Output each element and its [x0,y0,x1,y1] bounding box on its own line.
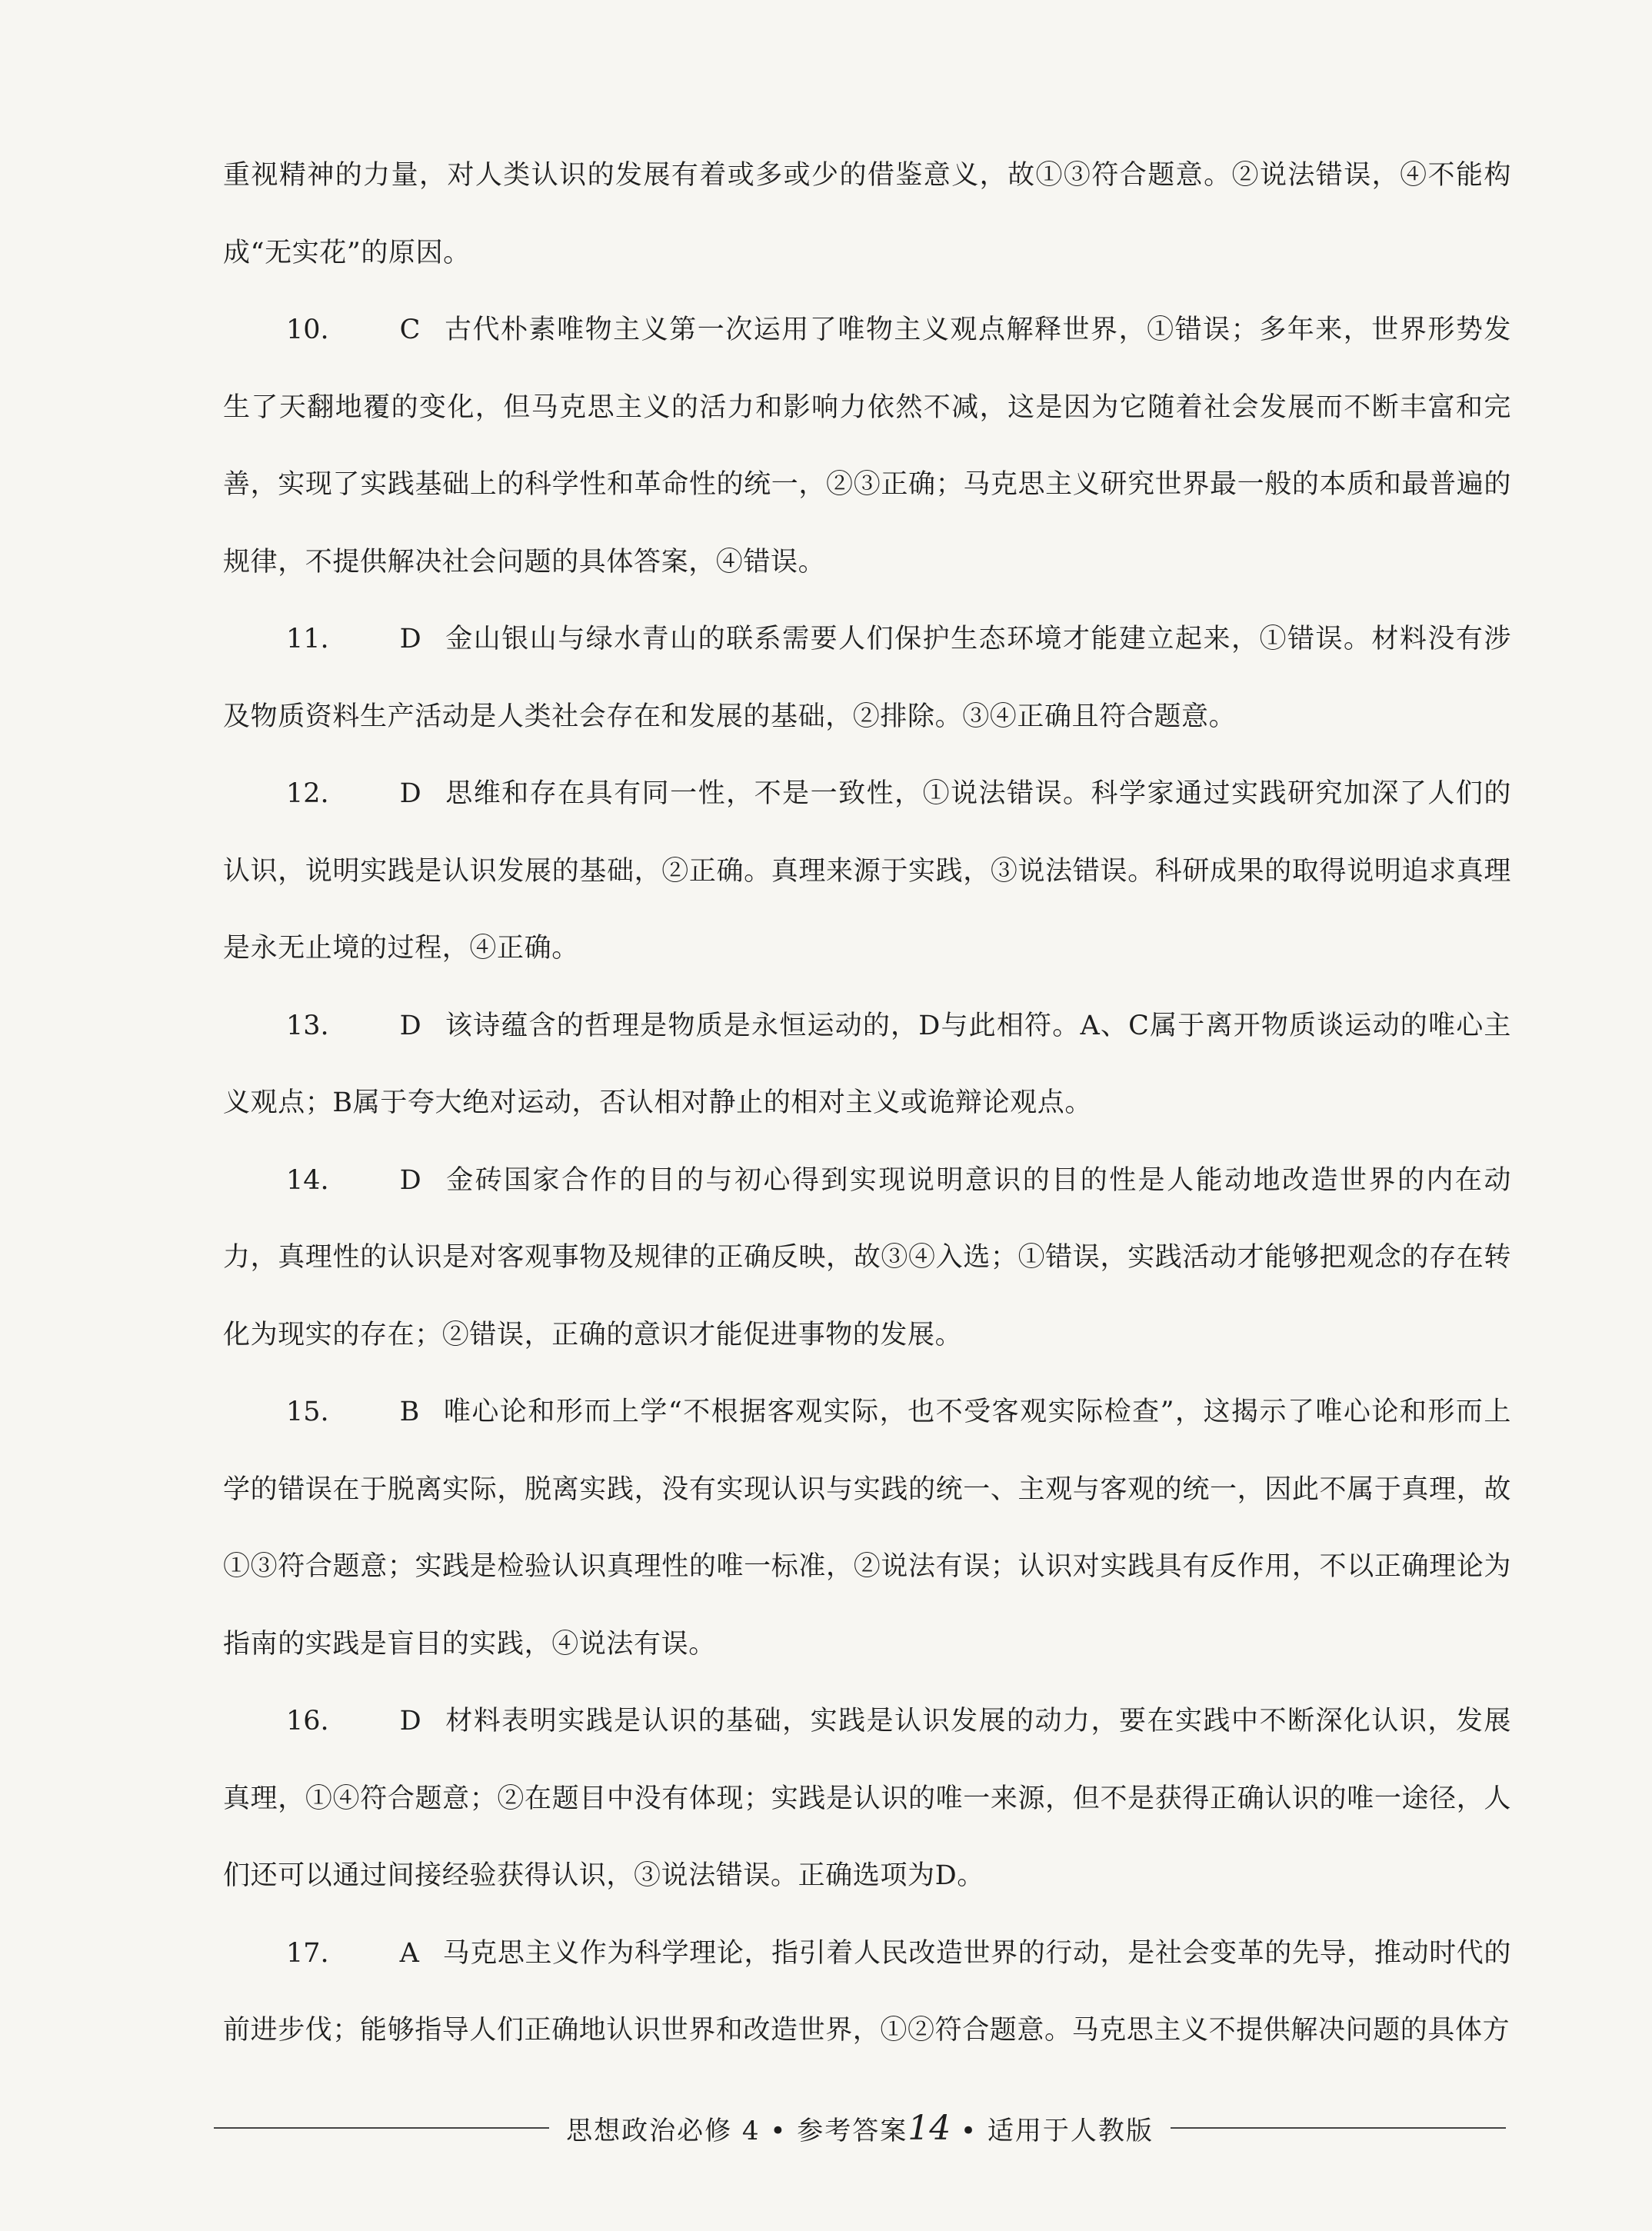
answer-explanation: 该诗蕴含的哲理是物质是永恒运动的，D与此相符。A、C属于离开物质谈运动的唯心主义观点；B属于夸大绝对运动，否认相对静止的相对主义或诡辩论观点。 [223,1010,1511,1118]
answer-choice: D [399,778,422,809]
answer-item [223,755,1511,987]
page-footer [214,2105,1506,2151]
answer-item [223,1915,1511,2070]
answer-number: 15. [286,1397,329,1427]
footer-rule-right [1171,2127,1506,2129]
answer-number: 10. [286,315,329,345]
answer-item [223,291,1511,601]
footer-book-title: 思想政治必修 4 • 参考答案 [566,2115,908,2146]
answer-explanation: 古代朴素唯物主义第一次运用了唯物主义观点解释世界，①错误；多年来，世界形势发生了天翻地覆的变化，但马克思主义的活力和影响力依然不减，这是因为它随着社会发展而不断丰富和完善，实现了实践基础上的科学性和革命性的统一，②③正确；马克思主义研究世界最一般的本质和最普遍的规律，不提供解决社会问题的具体答案，④错误。 [223,315,1511,578]
footer-label [549,2109,1171,2148]
answer-explanation: 重视精神的力量，对人类认识的发展有着或多或少的借鉴意义，故①③符合题意。②说法错误，④不能构成“无实花”的原因。 [223,160,1511,268]
answer-number: 12. [286,778,329,809]
answer-choice: B [399,1397,420,1427]
answer-item [223,987,1511,1142]
answer-content [223,137,1511,2070]
answer-explanation: 唯心论和形而上学“不根据客观实际，也不受客观实际检查”，这揭示了唯心论和形而上学的错误在于脱离实际，脱离实践，没有实现认识与实践的统一、主观与客观的统一，因此不属于真理，故①③符合题意；实践是检验认识真理性的唯一标准，②说法有误；认识对实践具有反作用，不以正确理论为指南的实践是盲目的实践，④说法有误。 [223,1397,1511,1660]
answer-item [223,601,1511,755]
answer-item [223,1683,1511,1915]
answer-number: 17. [286,1937,329,1969]
answer-explanation: 金砖国家合作的目的与初心得到实现说明意识的目的性是人能动地改造世界的内在动力，真理性的认识是对客观事物及规律的正确反映，故③④入选；①错误，实践活动才能够把观念的存在转化为现实的存在；②错误，正确的意识才能促进事物的发展。 [223,1164,1511,1350]
answer-number: 16. [286,1706,329,1737]
footer-page-number: 14 [908,2108,951,2148]
footer-rule-left [214,2127,549,2129]
answer-explanation: 思维和存在具有同一性，不是一致性，①说法错误。科学家通过实践研究加深了人们的认识，说明实践是认识发展的基础，②正确。真理来源于实践，③说法错误。科研成果的取得说明追求真理是永无止境的过程，④正确。 [223,778,1511,964]
answer-number: 13. [286,1010,329,1041]
answer-explanation: 材料表明实践是认识的基础，实践是认识发展的动力，要在实践中不断深化认识，发展真理，①④符合题意；②在题目中没有体现；实践是认识的唯一来源，但不是获得正确认识的唯一途径，人们还可以通过间接经验获得认识，③说法错误。正确选项为D。 [223,1706,1511,1891]
answer-item [223,1142,1511,1374]
answer-choice: D [399,624,422,654]
answer-item [223,1374,1511,1683]
footer-edition: • 适用于人教版 [961,2115,1154,2146]
answer-explanation: 金山银山与绿水青山的联系需要人们保护生态环境才能建立起来，①错误。材料没有涉及物质资料生产活动是人类社会存在和发展的基础，②排除。③④正确且符合题意。 [223,624,1511,732]
answer-number: 14. [286,1164,329,1196]
answer-choice: D [399,1010,422,1041]
answer-choice: D [399,1164,422,1196]
answer-number: 11. [286,624,329,654]
answer-choice: A [399,1937,420,1969]
answer-choice: D [399,1706,422,1737]
answer-choice: C [399,315,421,345]
answer-explanation: 马克思主义作为科学理论，指引着人民改造世界的行动，是社会变革的先导，推动时代的前进步伐；能够指导人们正确地认识世界和改造世界，①②符合题意。马克思主义不提供解决问题的具体方 [223,1937,1511,2046]
answer-continuation [223,137,1511,291]
